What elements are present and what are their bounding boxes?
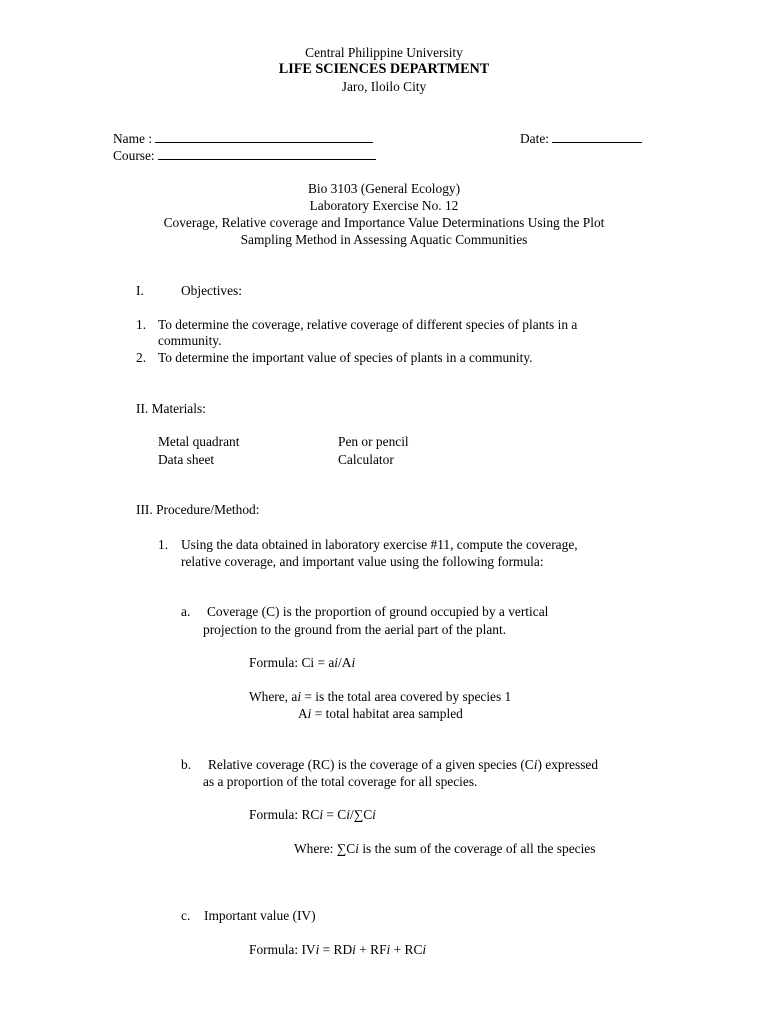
material-item: Calculator: [338, 452, 394, 467]
course-blank[interactable]: [158, 146, 376, 160]
where-text: Where: ∑C: [294, 841, 356, 856]
relative-coverage-where: [294, 840, 595, 857]
department-name: LIFE SCIENCES DEPARTMENT: [278, 61, 490, 77]
location: Jaro, Iloilo City: [341, 79, 427, 94]
topic-line-1: Coverage, Relative coverage and Importance Value Determinations Using the Plot: [163, 215, 605, 230]
date-blank[interactable]: [552, 129, 642, 143]
coverage-formula: [249, 654, 355, 671]
formula-text: /∑C: [349, 807, 373, 822]
objective-1-num: 1.: [136, 317, 147, 332]
step-1-line-2: relative coverage, and important value using the following formula:: [181, 554, 544, 569]
formula-text: + RC: [390, 942, 423, 957]
subscript-i: i: [297, 689, 302, 704]
sub-b-label: b.: [181, 757, 192, 772]
formula-text: = RD: [319, 942, 353, 957]
sub-c-text: Important value (IV): [204, 908, 316, 923]
name-label: Name :: [113, 131, 153, 146]
sub-b-line-1: [208, 756, 598, 773]
subscript-i: i: [386, 942, 391, 957]
formula-text: /A: [338, 655, 352, 670]
date-label: Date:: [520, 131, 549, 146]
subscript-i: i: [422, 942, 427, 957]
subscript-i: i: [319, 807, 324, 822]
subscript-i: i: [346, 807, 350, 822]
sub-a-label: a.: [181, 604, 191, 619]
subscript-i: i: [307, 706, 312, 721]
exercise-number: Laboratory Exercise No. 12: [309, 198, 459, 213]
step-1-num: 1.: [158, 537, 169, 552]
coverage-where-2: [298, 705, 463, 722]
subscript-i: i: [355, 841, 359, 856]
procedure-heading: III. Procedure/Method:: [136, 502, 260, 517]
objectives-numeral: I.: [136, 283, 144, 298]
topic-line-2: Sampling Method in Assessing Aquatic Communities: [240, 232, 528, 247]
sub-b-line-2: as a proportion of the total coverage for all species.: [203, 774, 478, 789]
where-text: = is the total area covered by species 1: [301, 689, 512, 704]
subscript-i: i: [334, 655, 339, 670]
subscript-i: i: [315, 942, 320, 957]
course-label: Course:: [113, 148, 155, 163]
where-text: A: [298, 706, 308, 721]
objectives-heading: Objectives:: [181, 283, 242, 298]
name-blank[interactable]: [155, 129, 373, 143]
subscript-i: i: [533, 757, 538, 772]
sub-a-line-1: Coverage (C) is the proportion of ground occupied by a vertical: [207, 604, 549, 619]
where-text: is the sum of the coverage of all the species: [358, 841, 596, 856]
relative-coverage-formula: [249, 806, 376, 823]
materials-heading: II. Materials:: [136, 401, 206, 416]
where-text: Where, a: [249, 689, 298, 704]
desc-text: ) expressed: [537, 757, 599, 772]
desc-text: Relative coverage (RC) is the coverage of a given species (C: [208, 757, 534, 772]
coverage-where-1: [249, 688, 511, 705]
step-1-line-1: Using the data obtained in laboratory exercise #11, compute the coverage,: [181, 537, 578, 552]
material-item: Pen or pencil: [338, 434, 409, 449]
formula-text: Formula: RC: [249, 807, 320, 822]
material-item: Data sheet: [158, 452, 215, 467]
subscript-i: i: [352, 942, 356, 957]
course-field[interactable]: [113, 146, 376, 164]
date-field[interactable]: [520, 129, 642, 147]
formula-text: = C: [323, 807, 347, 822]
important-value-formula: [249, 941, 426, 958]
formula-text: + RF: [355, 942, 387, 957]
sub-c-label: c.: [181, 908, 191, 923]
objective-2-line-1: To determine the important value of species of plants in a community.: [158, 350, 533, 365]
sub-a-line-2: projection to the ground from the aerial part of the plant.: [203, 622, 507, 637]
objective-1-line-2: community.: [158, 333, 222, 348]
material-item: Metal quadrant: [158, 434, 240, 449]
subscript-i: i: [351, 655, 356, 670]
formula-text: Formula: Ci = a: [249, 655, 335, 670]
course-title: Bio 3103 (General Ecology): [307, 181, 461, 196]
name-field[interactable]: [113, 129, 373, 147]
university-name: Central Philippine University: [305, 45, 463, 60]
where-text: = total habitat area sampled: [311, 706, 463, 721]
formula-text: Formula: IV: [249, 942, 316, 957]
subscript-i: i: [372, 807, 376, 822]
objective-2-num: 2.: [136, 350, 147, 365]
objective-1-line-1: To determine the coverage, relative coverage of different species of plants in a: [158, 317, 578, 332]
